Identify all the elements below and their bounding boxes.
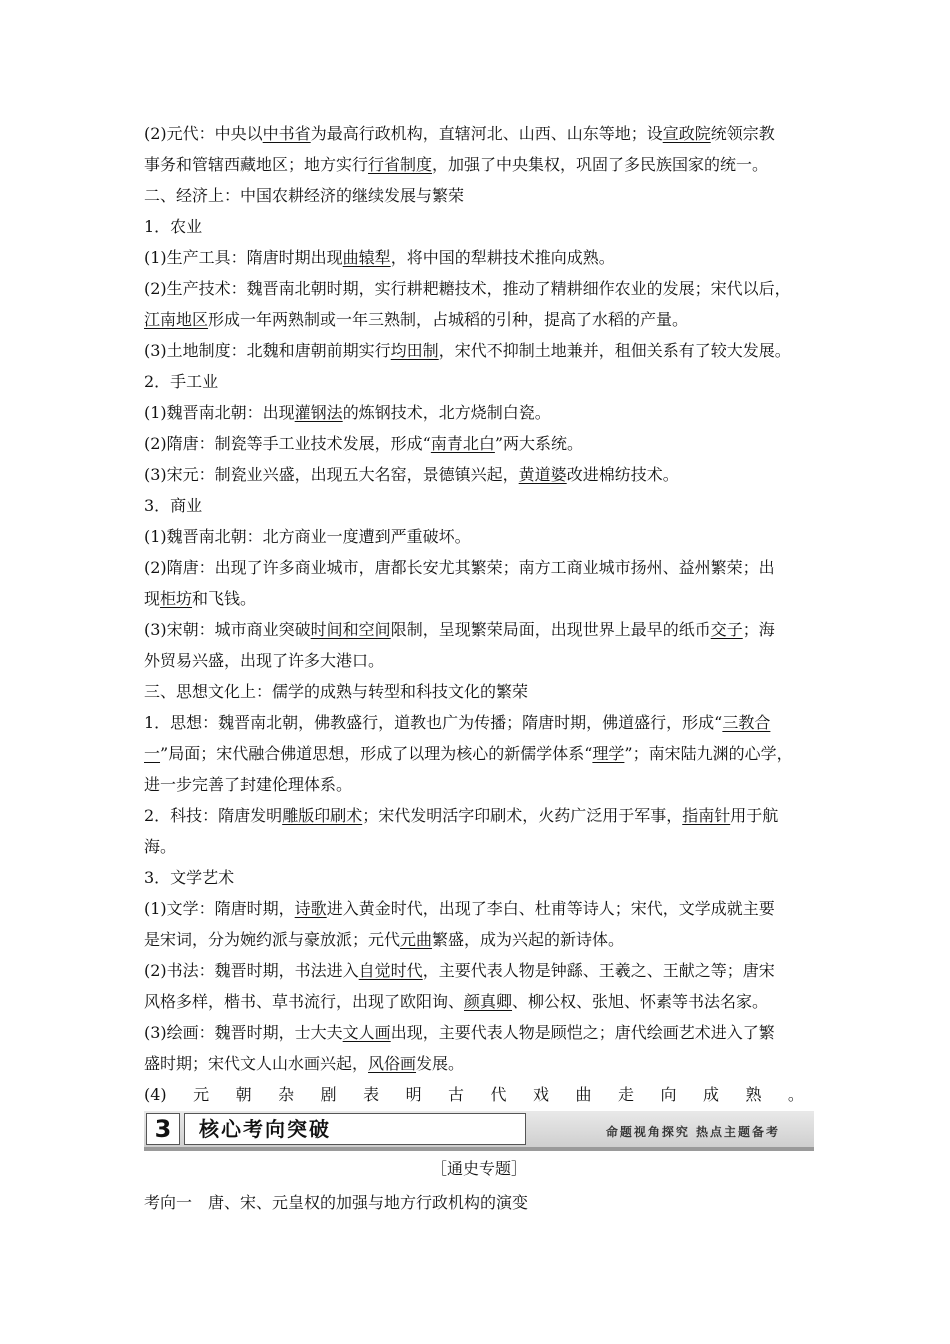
underlined-keyword: 南青北白 — [430, 434, 495, 453]
text-line — [144, 149, 810, 180]
text-segment: (3)宋朝：城市商业突破 — [144, 620, 311, 639]
text-line — [144, 986, 810, 1017]
text-segment: 明 — [405, 1085, 422, 1104]
text-segment: 元 — [193, 1085, 210, 1104]
text-line — [144, 738, 810, 769]
text-line — [144, 645, 810, 676]
text-line — [144, 304, 810, 335]
text-segment: 统领宗教 — [710, 124, 775, 143]
text-segment: 。 — [787, 1085, 804, 1104]
text-segment: 三、思想文化上：儒学的成熟与转型和科技文化的繁荣 — [144, 682, 529, 701]
text-segment: 朝 — [235, 1085, 252, 1104]
text-line — [144, 831, 810, 862]
underlined-keyword: 自觉时代 — [358, 961, 423, 980]
section-banner — [144, 1111, 814, 1151]
text-segment: 二、经济上：中国农耕经济的继续发展与繁荣 — [144, 186, 465, 205]
text-segment: 进入黄金时代，出现了李白、杜甫等诗人；宋代，文学成就主要 — [326, 899, 775, 918]
text-segment: 出现，主要代表人物是顾恺之；唐代绘画艺术进入了繁 — [390, 1023, 775, 1042]
text-segment: (2)书法：魏晋时期，书法进入 — [144, 961, 359, 980]
underlined-keyword: 交子 — [710, 620, 743, 639]
section-subtitle: 命题视角探究 热点主题备考 — [605, 1125, 780, 1139]
underlined-keyword: 柜坊 — [160, 589, 193, 608]
text-segment: (2)生产技术：魏晋南北朝时期，实行耕耙耱技术，推动了精耕细作农业的发展；宋代以后， — [144, 279, 791, 298]
text-segment: 进一步完善了封建伦理体系。 — [144, 775, 353, 794]
text-segment: 戏 — [533, 1085, 550, 1104]
underlined-keyword: 黄道婆 — [518, 465, 567, 484]
text-line — [144, 521, 810, 552]
text-segment: 发展。 — [416, 1054, 465, 1073]
text-line — [144, 490, 810, 521]
text-segment: 、柳公权、张旭、怀素等书法名家。 — [512, 992, 769, 1011]
text-segment: 向 — [660, 1085, 677, 1104]
text-line — [144, 924, 810, 955]
text-line — [144, 242, 810, 273]
text-line — [144, 583, 810, 614]
text-segment: ”；南宋陆九渊的心学， — [624, 744, 793, 763]
text-segment: 1．思想：魏晋南北朝，佛教盛行，道教也广为传播；隋唐时期，佛道盛行，形成“ — [144, 713, 723, 732]
text-line — [144, 1017, 810, 1048]
text-line — [144, 273, 810, 304]
underlined-keyword: 江南地区 — [144, 310, 209, 329]
text-segment: 3．商业 — [144, 496, 203, 515]
text-segment: (3)绘画：魏晋时期，士大夫 — [144, 1023, 343, 1042]
underlined-keyword: 三教合 — [722, 713, 771, 732]
text-line — [144, 552, 810, 583]
underlined-keyword: 雕版印刷术 — [282, 806, 363, 825]
text-segment: (2)元代：中央以 — [144, 124, 263, 143]
text-segment: (1)魏晋南北朝：北方商业一度遭到严重破坏。 — [144, 527, 471, 546]
text-segment: 3．文学艺术 — [144, 868, 235, 887]
text-line — [144, 893, 810, 924]
text-segment: 剧 — [320, 1085, 337, 1104]
underlined-keyword: 指南针 — [682, 806, 731, 825]
text-segment: 为最高行政机构，直辖河北、山西、山东等地；设 — [310, 124, 663, 143]
text-segment: 盛时期；宋代文人山水画兴起， — [144, 1054, 369, 1073]
exam-direction-heading: 考向一 唐、宋、元皇权的加强与地方行政机构的演变 — [144, 1193, 529, 1212]
text-segment: ，宋代不抑制土地兼并，租佃关系有了较大发展。 — [438, 341, 791, 360]
underlined-keyword: 理学 — [592, 744, 625, 763]
text-segment: 成 — [702, 1085, 719, 1104]
text-segment: 外贸易兴盛，出现了许多大港口。 — [144, 651, 385, 670]
underlined-keyword: 诗歌 — [294, 899, 327, 918]
underlined-keyword: 宣政院 — [662, 124, 711, 143]
text-segment: 和飞钱。 — [192, 589, 257, 608]
text-segment: 杂 — [278, 1085, 295, 1104]
text-segment: 熟 — [745, 1085, 762, 1104]
underlined-keyword: 文人画 — [342, 1023, 391, 1042]
text-line — [144, 769, 810, 800]
underlined-keyword: 曲辕犁 — [342, 248, 391, 267]
underlined-keyword: 时间和空间 — [310, 620, 391, 639]
text-line — [144, 800, 810, 831]
text-line — [144, 1048, 810, 1079]
text-segment: 海。 — [144, 837, 177, 856]
text-segment: (1)生产工具：隋唐时期出现 — [144, 248, 343, 267]
text-segment: 事务和管辖西藏地区；地方实行 — [144, 155, 369, 174]
text-segment: 表 — [363, 1085, 380, 1104]
text-segment: 2．科技：隋唐发明 — [144, 806, 283, 825]
underlined-keyword: 中书省 — [262, 124, 311, 143]
document-body — [144, 118, 810, 1110]
text-line — [144, 180, 810, 211]
section-title: 核心考向突破 — [184, 1113, 526, 1145]
text-segment: ；海 — [742, 620, 775, 639]
underlined-keyword: 灌钢法 — [294, 403, 343, 422]
text-segment: ，加强了中央集权，巩固了多民族国家的统一。 — [432, 155, 769, 174]
text-line — [144, 676, 810, 707]
text-segment: (3)土地制度：北魏和唐朝前期实行 — [144, 341, 391, 360]
text-segment: 是宋词，分为婉约派与豪放派；元代 — [144, 930, 401, 949]
text-segment: 1．农业 — [144, 217, 203, 236]
text-line — [144, 118, 810, 149]
text-segment: 用于航 — [730, 806, 779, 825]
text-line — [144, 428, 810, 459]
text-segment: 形成一年两熟制或一年三熟制，占城稻的引种，提高了水稻的产量。 — [208, 310, 689, 329]
text-line — [144, 614, 810, 645]
text-segment: 曲 — [575, 1085, 592, 1104]
text-line — [144, 955, 810, 986]
underlined-keyword: 均田制 — [390, 341, 439, 360]
text-line — [144, 335, 810, 366]
text-segment: ；宋代发明活字印刷术，火药广泛用于军事， — [362, 806, 683, 825]
text-segment: 现 — [144, 589, 161, 608]
text-line — [144, 459, 810, 490]
text-segment: ”局面；宋代融合佛道思想，形成了以理为核心的新儒学体系“ — [160, 744, 593, 763]
text-segment: ，主要代表人物是钟繇、王羲之、王献之等；唐宋 — [422, 961, 775, 980]
text-segment: 限制，呈现繁荣局面，出现世界上最早的纸币 — [390, 620, 711, 639]
text-line — [144, 707, 810, 738]
text-segment: 的炼钢技术，北方烧制白瓷。 — [342, 403, 551, 422]
text-segment: ，将中国的犁耕技术推向成熟。 — [390, 248, 615, 267]
text-segment: (1)魏晋南北朝：出现 — [144, 403, 295, 422]
section-number: 3 — [146, 1113, 180, 1145]
special-topic-label: ［通史专题］ — [430, 1159, 527, 1178]
text-segment: 改进棉纺技术。 — [566, 465, 679, 484]
text-line — [144, 862, 810, 893]
underlined-keyword: 行省制度 — [368, 155, 433, 174]
text-line — [144, 211, 810, 242]
text-segment: (2)隋唐：出现了许多商业城市，唐都长安尤其繁荣；南方工商业城市扬州、益州繁荣；出 — [144, 558, 775, 577]
text-segment: 代 — [490, 1085, 507, 1104]
text-line — [144, 366, 810, 397]
text-segment: 繁盛，成为兴起的新诗体。 — [432, 930, 625, 949]
text-segment: (4) — [144, 1085, 167, 1104]
text-segment: 古 — [448, 1085, 465, 1104]
underlined-keyword: 一 — [144, 744, 161, 763]
text-segment: ”两大系统。 — [494, 434, 584, 453]
text-line-justified — [144, 1079, 804, 1110]
text-segment: 2．手工业 — [144, 372, 219, 391]
underlined-keyword: 元曲 — [400, 930, 433, 949]
text-segment: (1)文学：隋唐时期， — [144, 899, 295, 918]
text-line — [144, 397, 810, 428]
text-segment: 走 — [617, 1085, 634, 1104]
text-segment: (3)宋元：制瓷业兴盛，出现五大名窑，景德镇兴起， — [144, 465, 519, 484]
text-segment: (2)隋唐：制瓷等手工业技术发展，形成“ — [144, 434, 431, 453]
underlined-keyword: 颜真卿 — [464, 992, 513, 1011]
text-segment: 风格多样，楷书、草书流行，出现了欧阳询、 — [144, 992, 465, 1011]
underlined-keyword: 风俗画 — [368, 1054, 417, 1073]
